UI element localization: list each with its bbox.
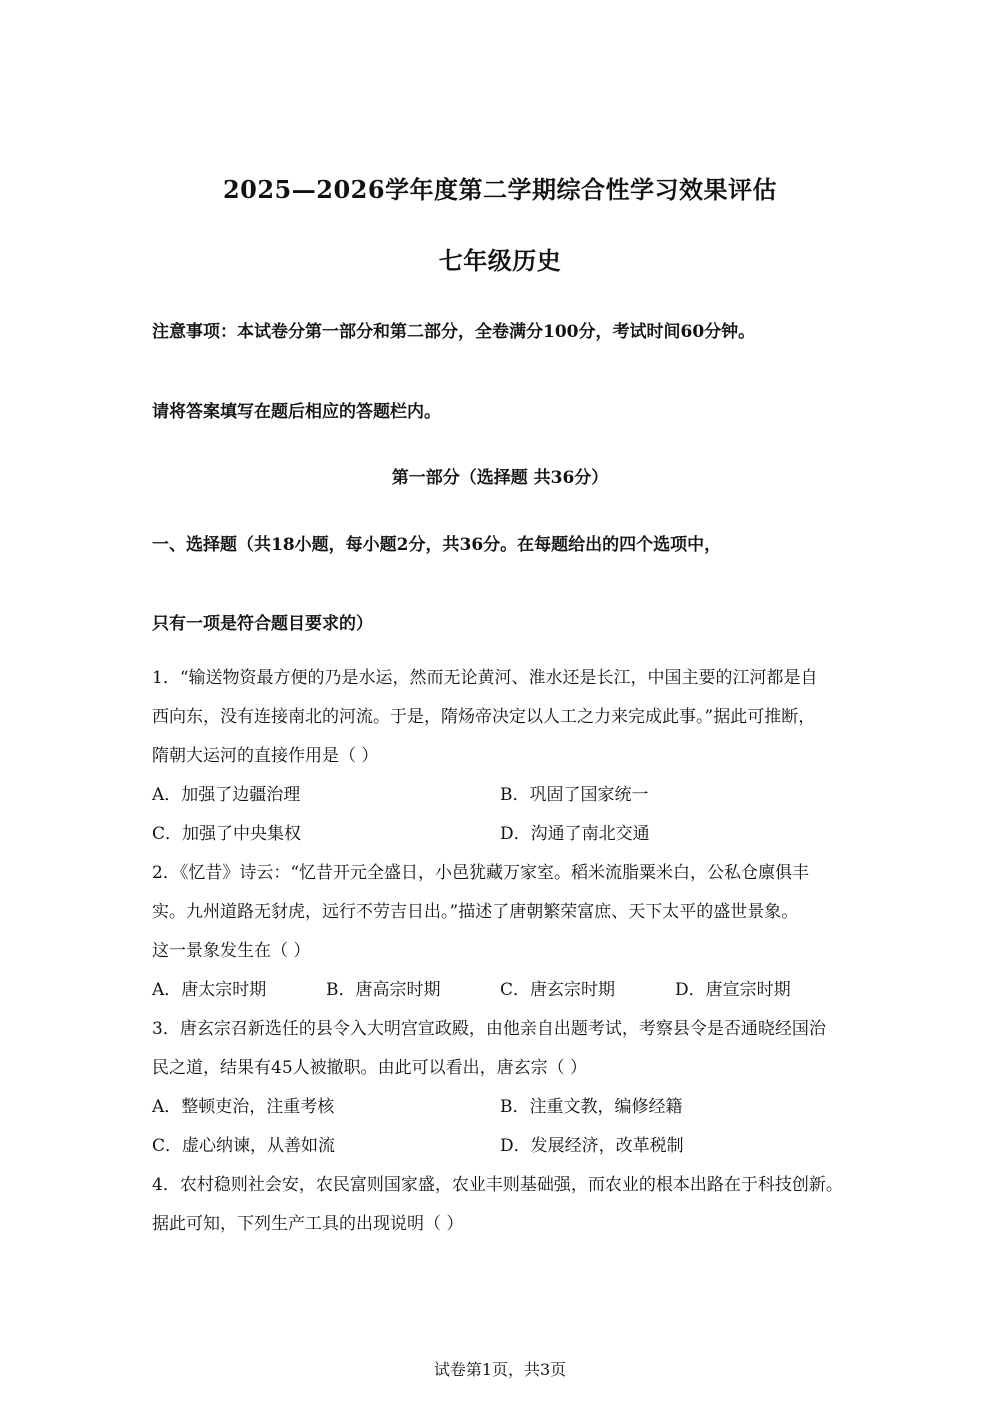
q2-stem-line-2: 实。九州道路无豺虎，远行不劳吉日出。”描述了唐朝繁荣富庶、天下太平的盛世景象。 [152, 902, 799, 922]
q3-option-c: C．虚心纳谏，从善如流 [152, 1136, 336, 1156]
notice-line-1: 注意事项：本试卷分第一部分和第二部分，全卷满分100分，考试时间60分钟。 [152, 322, 756, 342]
q1-stem-line-3: 隋朝大运河的直接作用是（ ） [152, 746, 379, 766]
q4-stem-line-1: 4．农村稳则社会安，农民富则国家盛，农业丰则基础强，而农业的根本出路在于科技创新。 [152, 1175, 843, 1195]
q3-option-a: A．整顿吏治，注重考核 [152, 1097, 335, 1117]
q3-option-b: B．注重文教，编修经籍 [500, 1097, 683, 1117]
q1-stem-line-2: 西向东，没有连接南北的河流。于是，隋炀帝决定以人工之力来完成此事。”据此可推断， [152, 707, 816, 727]
q1-option-a: A．加强了边疆治理 [152, 785, 301, 805]
q3-stem-line-1: 3．唐玄宗召新选任的县令入大明宫宣政殿，由他亲自出题考试，考察县令是否通晓经国治 [152, 1019, 826, 1039]
q2-option-d: D．唐宣宗时期 [675, 980, 791, 1000]
exam-subtitle: 七年级历史 [438, 246, 562, 275]
q3-stem-line-2: 民之道，结果有45人被撤职。由此可以看出，唐玄宗（ ） [152, 1058, 588, 1078]
notice-line-2: 请将答案填写在题后相应的答题栏内。 [152, 402, 441, 422]
q2-stem-line-3: 这一景象发生在（ ） [152, 941, 311, 961]
q2-option-a: A．唐太宗时期 [152, 980, 267, 1000]
q4-stem-line-2: 据此可知，下列生产工具的出现说明（ ） [152, 1214, 464, 1234]
q3-option-d: D．发展经济，改革税制 [500, 1136, 684, 1156]
q1-stem-line-1: 1．“输送物资最方便的乃是水运，然而无论黄河、淮水还是长江，中国主要的江河都是自 [152, 668, 818, 688]
q1-option-c: C．加强了中央集权 [152, 824, 302, 844]
exam-title: 2025—2026学年度第二学期综合性学习效果评估 [222, 175, 778, 204]
section-instruction-2: 只有一项是符合题目要求的） [152, 614, 373, 634]
q1-option-b: B．巩固了国家统一 [500, 785, 649, 805]
q2-option-b: B．唐高宗时期 [326, 980, 441, 1000]
q2-stem-line-1: 2．《忆昔》诗云：“忆昔开元全盛日，小邑犹藏万家室。稻米流脂粟米白，公私仓廪俱丰 [152, 863, 810, 883]
part1-heading: 第一部分（选择题 共36分） [391, 468, 609, 488]
page-footer: 试卷第1页，共3页 [433, 1360, 567, 1379]
section-instruction-1: 一、选择题（共18小题，每小题2分，共36分。在每题给出的四个选项中， [152, 535, 722, 555]
q2-option-c: C．唐玄宗时期 [500, 980, 616, 1000]
q1-option-d: D．沟通了南北交通 [500, 824, 650, 844]
